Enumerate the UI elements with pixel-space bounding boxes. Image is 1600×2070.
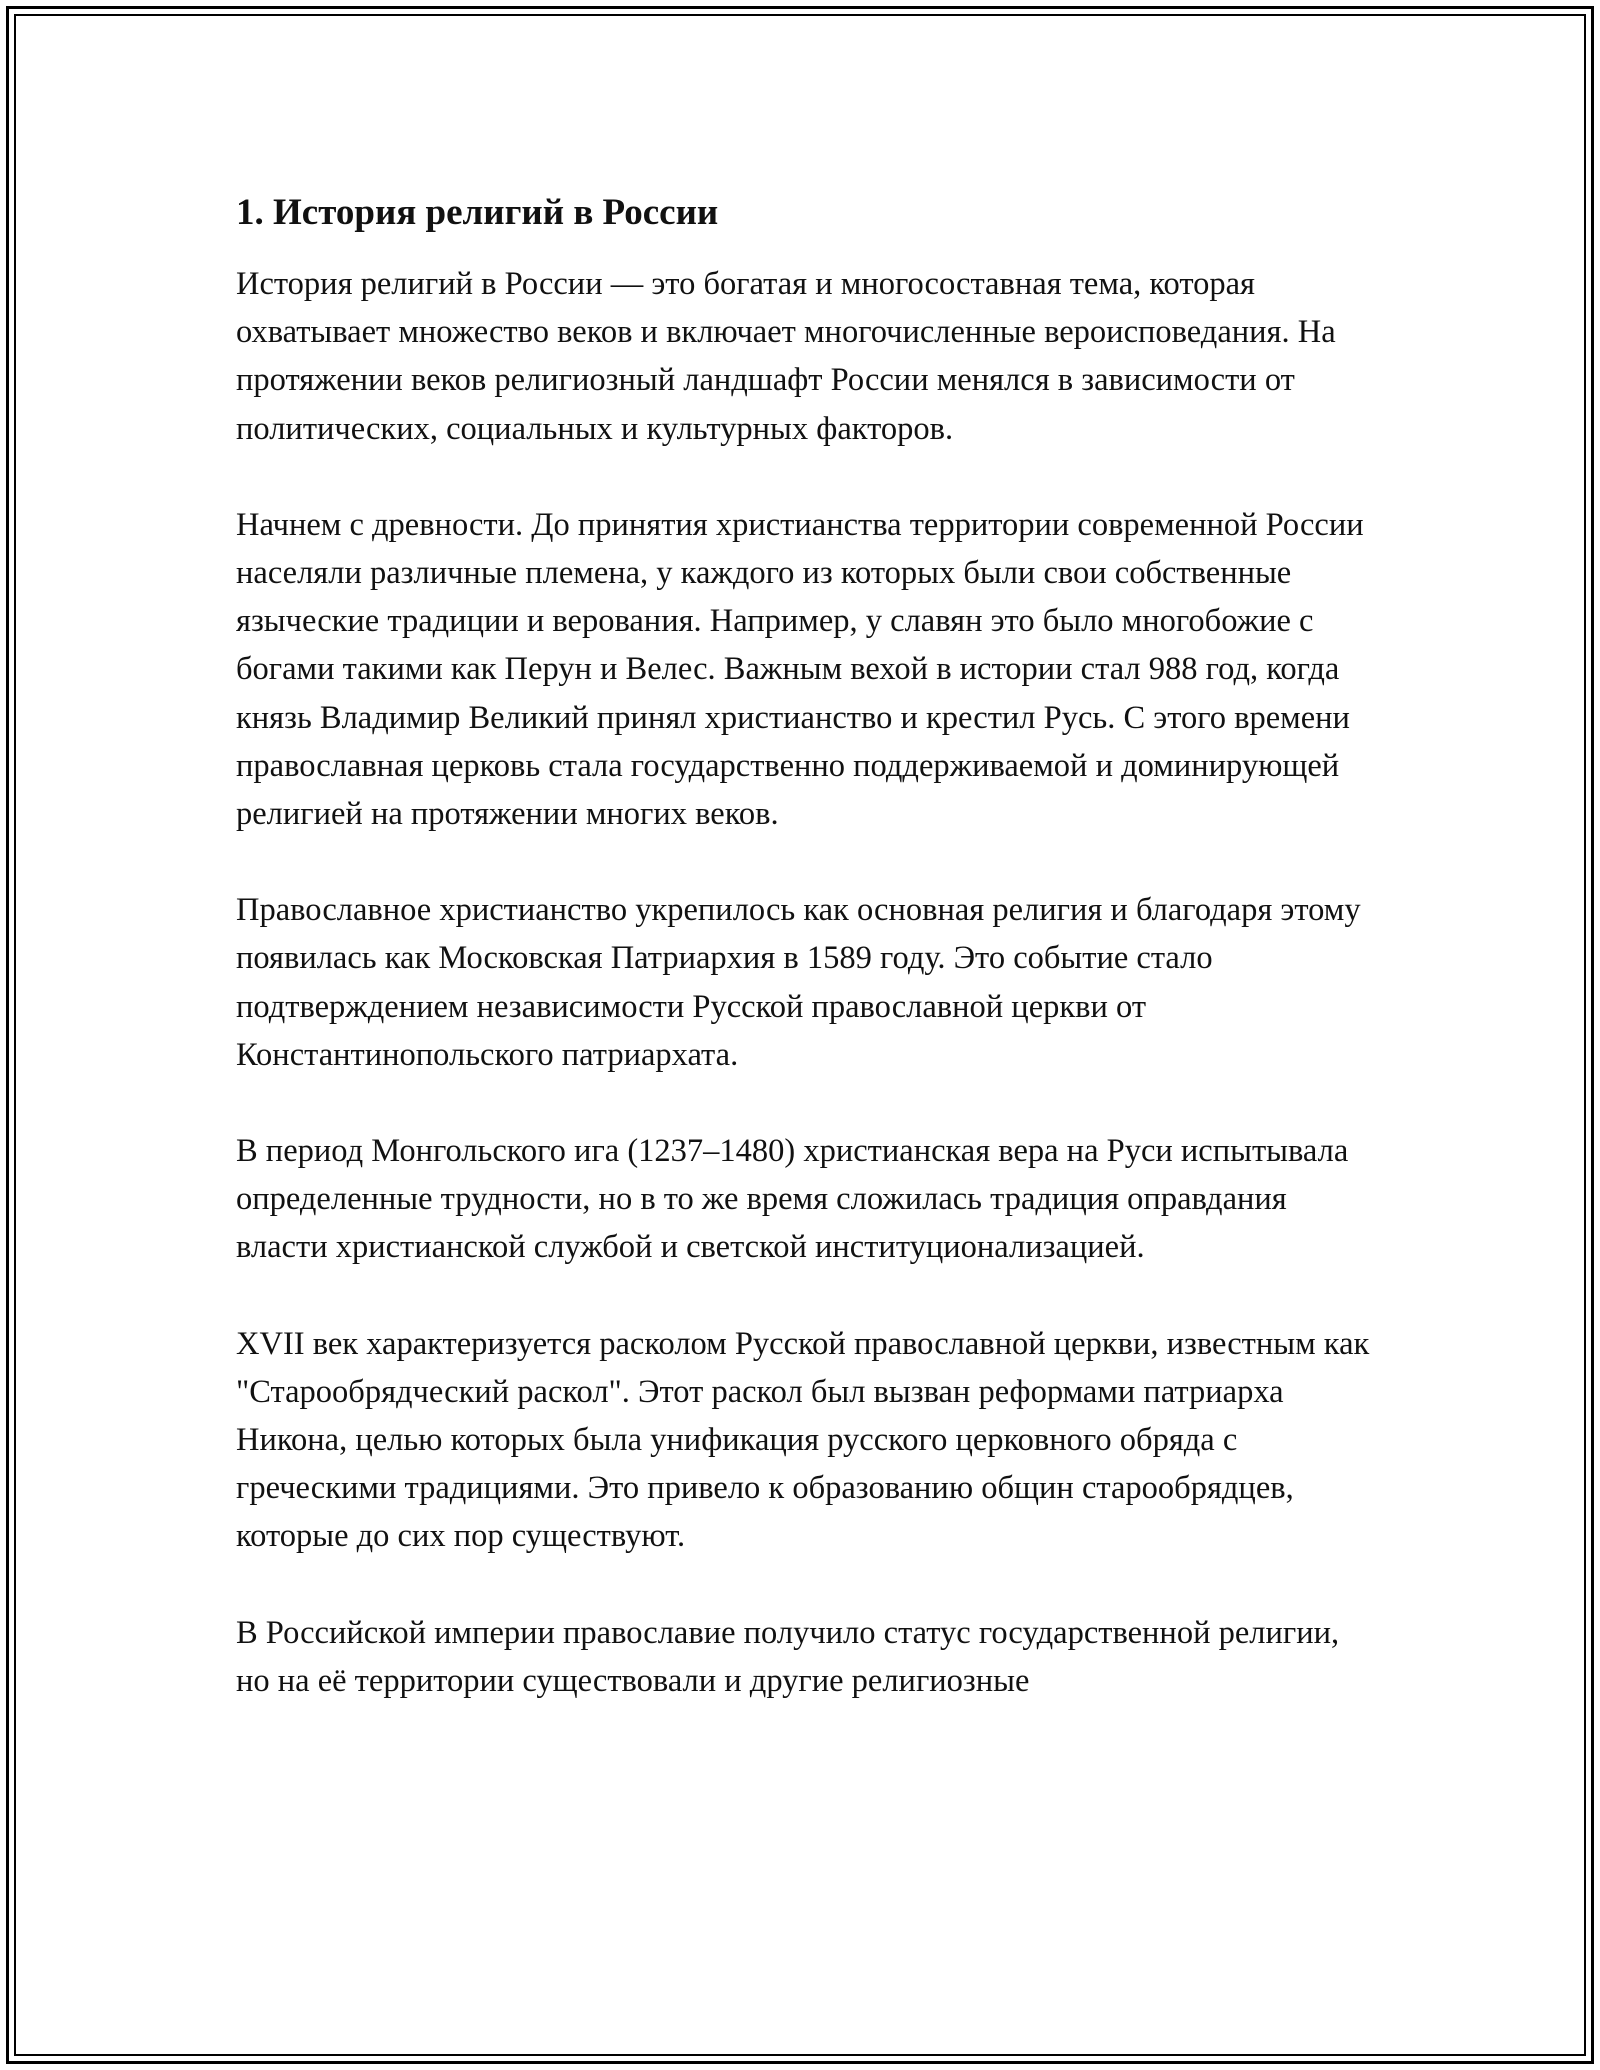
paragraph-intro: История религий в России — это богатая и многосоставная тема, которая охватывает множество веков и включает многочисленные вероисповедания. На протяжении веков религиозный ландшафт России менялся в зависимости от политических, социальных и культурных факторов. <box>236 266 1336 447</box>
document-body <box>236 186 1376 1753</box>
paragraph-empire: В Российской империи православие получило статус государственной религии, но на её территории существовали и другие религиозные <box>236 1614 1340 1699</box>
paragraph-schism: XVII век характеризуется расколом Русской православной церкви, известным как "Старообрядческий раскол". Этот раскол был вызван реформами патриарха Никона, целью которых была унификация русского церковного обряда с греческими традициями. Это привело к образованию общин старообрядцев, которые до сих пор существуют. <box>236 1325 1370 1555</box>
section-heading: 1. История религий в России <box>236 192 719 233</box>
paragraph-antiquity: Начнем с древности. До принятия христианства территории современной России населяли различные племена, у каждого из которых были свои собственные языческие традиции и верования. Например, у славян это было многобожие с богами такими как Перун и Велес. Важным вехой в истории стал 988 год, когда князь Владимир Великий принял христианство и крестил Русь. С этого времени православная церковь стала государственно поддерживаемой и доминирующей религией на протяжении многих веков. <box>236 506 1364 833</box>
paragraph-mongol-yoke: В период Монгольского ига (1237–1480) христианская вера на Руси испытывала определенные трудности, но в то же время сложилась традиция оправдания власти христианской службой и светской институционализацией. <box>236 1133 1349 1266</box>
paragraph-patriarchate: Православное христианство укрепилось как основная религия и благодаря этому появилась как Московская Патриархия в 1589 году. Это событие стало подтверждением независимости Русской православной церкви от Константинопольского патриархата. <box>236 892 1361 1073</box>
